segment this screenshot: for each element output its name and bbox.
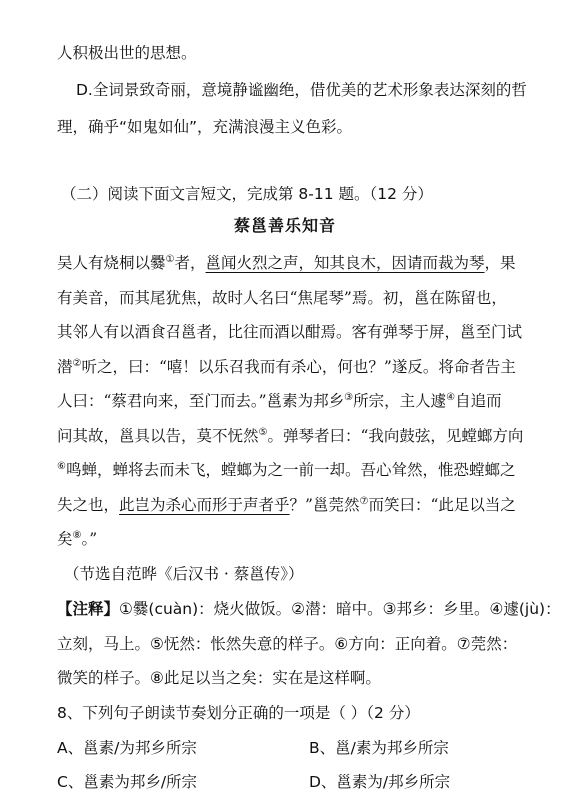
prev-line-1: 人积极出世的思想。 (57, 44, 197, 62)
note-marker: ⑥ (57, 460, 66, 472)
prev-text-line (57, 42, 197, 64)
passage-text: 。弹琴者曰：“我向鼓弦，见螳螂方向 (267, 427, 524, 445)
passage-text: 其邻人有以酒食召邕者，比往而酒以酣焉。客有弹琴于屏，邕至门试 (57, 323, 523, 341)
passage-text: 听之，曰：“嘻！以乐召我而有杀心，何也？”遂反。将命者告主 (81, 358, 516, 376)
passage-text: 而笑曰：“此足以当之 (368, 496, 516, 514)
passage-text: 吴人有烧桐以爨 (57, 254, 166, 272)
passage-line-7 (57, 459, 515, 481)
passage-source (64, 563, 304, 585)
passage-text: 潜 (57, 358, 73, 376)
passage-text: 者， (174, 254, 206, 272)
underlined-sentence-2: 此岂为杀心而形于声者乎 (119, 496, 290, 514)
note-marker: ⑤ (258, 426, 268, 438)
passage-line-8 (57, 494, 516, 516)
section-heading-text: （二）阅读下面文言短文，完成第 8-11 题。（12 分） (61, 185, 433, 203)
option-d-cont (57, 116, 352, 138)
passage-text: 所宗，主人遽 (353, 392, 447, 410)
option-b (309, 737, 449, 759)
passage-text: ，果 (484, 254, 516, 272)
underlined-sentence-1: 邕闻火烈之声，知其良木，因请而裁为琴 (205, 254, 485, 272)
option-text: B、邕/素为邦乡所宗 (309, 739, 449, 757)
section-heading (61, 183, 433, 205)
source-text: （节选自范晔《后汉书 · 蔡邕传》） (64, 565, 304, 583)
option-a (57, 737, 197, 759)
note-marker: ① (165, 253, 175, 265)
passage-line-2 (57, 287, 507, 309)
notes-line-3 (57, 667, 381, 689)
passage-title (0, 215, 570, 237)
passage-title-text: 蔡邕善乐知音 (233, 216, 336, 235)
notes-line-2 (57, 633, 517, 655)
note-marker: ④ (446, 391, 456, 403)
passage-line-3 (57, 321, 522, 343)
question-text: 8、下列句子朗读节奏划分正确的一项是（ ）（2 分） (57, 704, 420, 722)
passage-text: 自追而 (455, 392, 502, 410)
passage-line-5 (57, 390, 502, 412)
option-c (57, 771, 197, 793)
notes-text: ①爨(cuàn)：烧火做饭。②潜：暗中。③邦乡：乡里。④遽(jù)： (119, 600, 561, 618)
notes-text: 微笑的样子。⑧此足以当之矣：实在是这样啊。 (57, 669, 381, 687)
option-d-line-1: D.全词景致奇丽，意境静谧幽绝，借优美的艺术形象表达深刻的哲 (76, 81, 527, 99)
note-marker: ⑦ (359, 495, 369, 507)
note-marker: ⑧ (72, 529, 82, 541)
notes-label: 【注释】 (57, 600, 120, 618)
passage-line-4 (57, 356, 516, 378)
option-d (76, 79, 527, 101)
passage-text: 问其故，邕具以告，莫不怃然 (57, 427, 259, 445)
passage-line-6 (57, 425, 523, 447)
passage-text: 有美音，而其尾犹焦，故时人名曰“焦尾琴”焉。初，邕在陈留也， (57, 289, 507, 307)
passage-text: 。” (81, 530, 98, 548)
option-text: C、邕素为邦乡/所宗 (57, 773, 198, 791)
notes-line-1 (57, 598, 561, 620)
passage-line-1 (57, 252, 516, 274)
passage-line-9 (57, 528, 97, 550)
option-text: D、邕素为/邦乡所宗 (309, 773, 451, 791)
option-text: A、邕素/为邦乡所宗 (57, 739, 197, 757)
passage-text: 失之也， (57, 496, 120, 514)
note-marker: ③ (344, 391, 354, 403)
question-8-stem (57, 702, 420, 724)
option-d-line-2: 理，确乎“如鬼如仙”，充满浪漫主义色彩。 (57, 118, 353, 136)
passage-text: 鸣蝉，蝉将去而未飞，螳螂为之一前一却。吾心耸然，惟恐螳螂之 (65, 461, 516, 479)
passage-text: 人曰：“蔡君向来，至门而去。”邕素为邦乡 (57, 392, 345, 410)
note-marker: ② (72, 357, 82, 369)
passage-text: ？”邕莞然 (289, 496, 360, 514)
option-d-q8 (309, 771, 450, 793)
passage-text: 矣 (57, 530, 73, 548)
notes-text: 立刻，马上。⑤怃然：怅然失意的样子。⑥方向：正向着。⑦莞然： (57, 635, 518, 653)
